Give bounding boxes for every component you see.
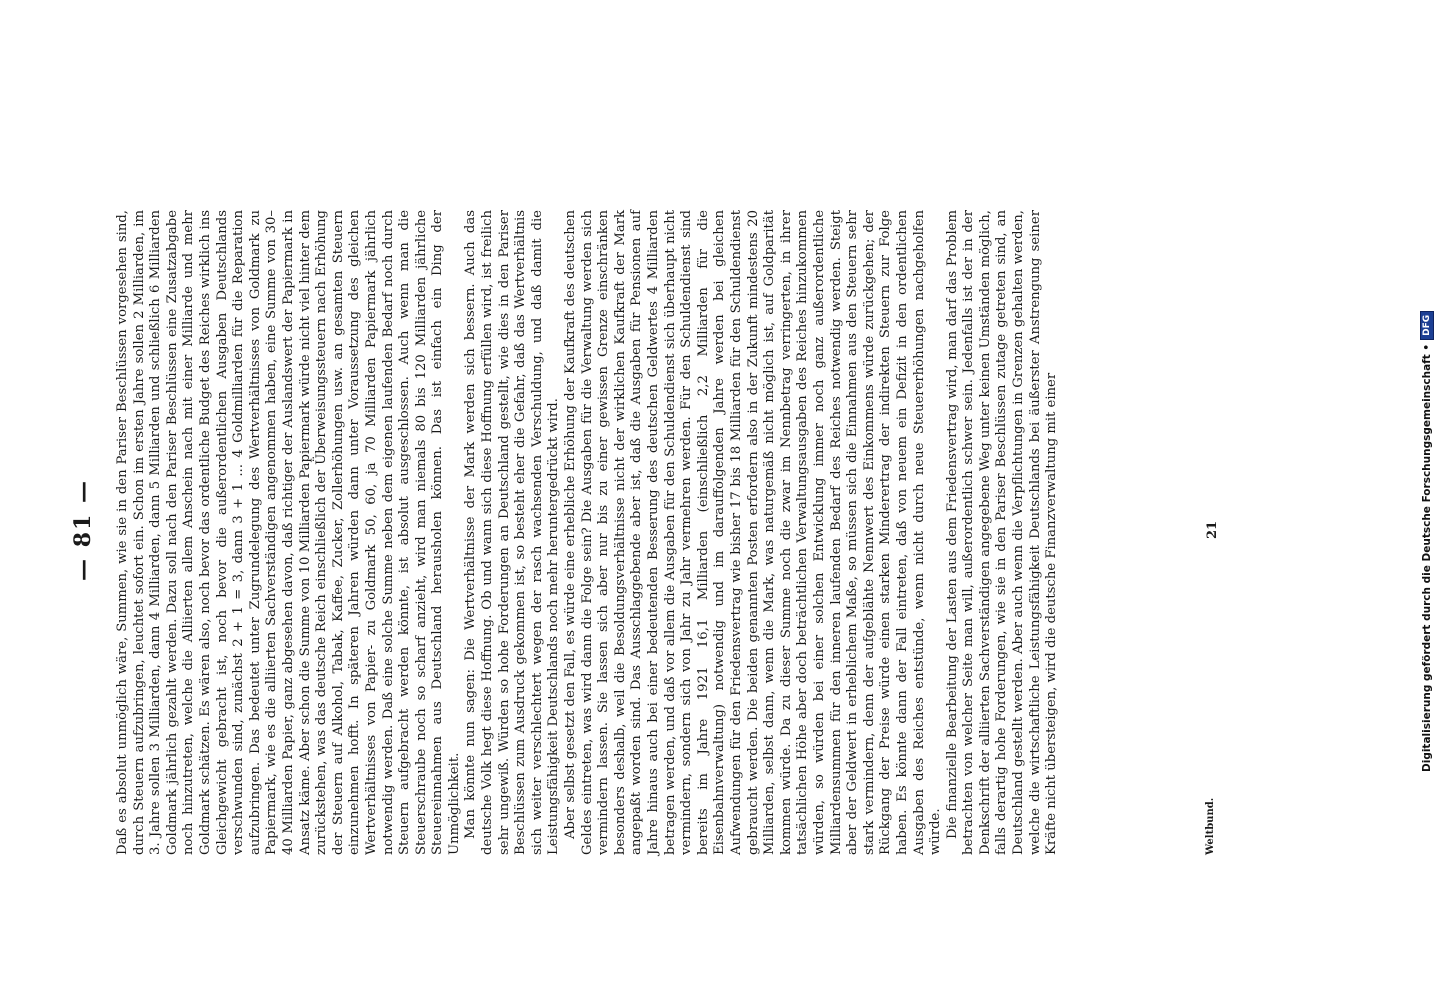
dfg-logo: DFG: [1420, 311, 1434, 340]
credit-text: Digitalisierung gefördert durch die Deutsche Forschungsgemeinschaft •: [1421, 343, 1433, 772]
paragraph-4: Die finanzielle Bearbeitung der Lasten aus dem Friedensvertrag wird, man darf das Problem betrachten von welcher Seite man will, außerordentlich schwer sein. Jedenfalls ist der in der Denkschrift der alliierten Sachverständigen angegebene Weg unter keinen Umständen möglich, falls derartig hohe Forderungen, wie sie in den Pariser Beschlüssen zutage getreten sind, an Deutschland gestellt werden. Aber auch wenn die Verpflichtungen in Grenzen gehalten werden, welche die wirtschaftliche Leistungsfähigkeit Deutschlands bei äußerster Anstrengung seiner Kräfte nicht übersteigen, wird die deutsche Finanzverwaltung mit einer: [944, 210, 1060, 855]
rotated-book-page: [20, 180, 1290, 880]
page-number: — 81 —: [70, 479, 96, 581]
signature-mark: Weltbund.: [1205, 797, 1216, 855]
digitization-credit: [1416, 12, 1434, 772]
paragraph-2: Man könnte nun sagen: Die Wertverhältnisse der Mark werden sich bessern. Auch das deutsche Volk hegt diese Hoffnung. Ob und wann sich diese Hoffnung erfüllen wird, ist freilich sehr ungewiß. Würden so hohe Forderungen an Deutschland gestellt, wie dies in den Pariser Beschlüssen zum Ausdruck gekommen ist, so besteht eher die Gefahr, daß das Wertverhältnis sich weiter verschlechtert wegen der rasch wachsenden Verschuldung, und daß damit die Leistungsfähigkeit Deutschlands noch mehr heruntergedrückt wird.: [463, 210, 562, 855]
body-text: [115, 210, 1061, 855]
paragraph-1: Daß es absolut unmöglich wäre, Summen, wie sie in den Pariser Beschlüssen vorgesehen sind, durch Steuern aufzubringen, leuchtet sofort ein. Schon im ersten Jahre sollen 2 Milliarden, im 3. Jahre sollen 3 Milliarden, dann 4 Milliarden, dann 5 Milliarden und schließlich 6 Milliarden Goldmark jährlich gezahlt werden. Dazu soll nach den Pariser Beschlüssen eine Zusatzabgabe noch hinzutreten, welche die Alliierten allem Anschein nach mit einer Milliarde und mehr Goldmark schätzen. Es wären also, noch bevor das ordentliche Budget des Reiches wirklich ins Gleichgewicht gebracht ist, noch bevor die außerordentlichen Ausgaben Deutschlands verschwunden sind, zunächst 2 + 1 = 3, dann 3 + 1 ... 4 Goldmilliarden für die Reparation aufzubringen. Das bedeutet unter Zugrundelegung des Wertverhältnisses von Goldmark zu Papiermark, wie es die alliierten Sachverständigen angenommen haben, eine Summe von 30–40 Milliarden Papier, ganz abgesehen davon, daß richtiger der Auslandswert der Papiermark in Ansatz käme. Aber schon die Summe von 10 Milliarden Papiermark würde nicht viel hinter dem zurückstehen, was das deutsche Reich einschließlich der Überweisungssteuern nach Erhöhung der Steuern auf Alkohol, Tabak, Kaffee, Zucker, Zollerhöhungen usw. an gesamten Steuern einzunehmen hofft. In späteren Jahren würden dann unter Voraussetzung des gleichen Wertverhältnisses von Papier- zu Goldmark 50, 60, ja 70 Milliarden Papiermark jährlich notwendig werden. Daß eine solche Summe neben dem eigenen laufenden Bedarf noch durch Steuern aufgebracht werden könnte, ist absolut ausgeschlossen. Auch wenn man die Steuerschraube noch so scharf anzieht, wird man niemals 80 bis 120 Milliarden jährliche Steuereinnahmen aus Deutschland herausholen können. Das ist einfach ein Ding der Unmöglichkeit.: [115, 210, 462, 855]
sheet-number: 21: [1205, 520, 1220, 540]
paragraph-3: Aber selbst gesetzt den Fall, es würde eine erhebliche Erhöhung der Kaufkraft des deutschen Geldes eintreten, was wird dann die Folge sein? Die Ausgaben für die Verwaltung werden sich vermindern lassen. Sie lassen sich aber nur bis zu einer gewissen Grenze einschränken besonders deshalb, weil die Besoldungsverhältnisse nicht der wirklichen Kaufkraft der Mark angepaßt worden sind. Das Ausschlaggebende aber ist, daß die Ausgaben für Pensionen auf Jahre hinaus auch bei einer bedeutenden Besserung des deutschen Geldwertes 4 Milliarden betragen werden, und daß vor allem die Ausgaben für den Schuldendienst sich überhaupt nicht vermindern, sondern sich von Jahr zu Jahr vermehren werden. Für den Schuldendienst sind bereits im Jahre 1921 16,1 Milliarden (einschließlich 2,2 Milliarden für die Eisenbahnverwaltung) notwendig und im darauffolgenden Jahre werden bei gleichen Aufwendungen für den Friedensvertrag wie bisher 17 bis 18 Milliarden für den Schuldendienst gebraucht werden. Die beiden genannten Posten erfordern also in der Zukunft mindestens 20 Milliarden, selbst dann, wenn die Mark, was naturgemäß nicht möglich ist, auf Goldparität kommen würde. Da zu dieser Summe noch die zwar im Nennbetrag verringerten, in ihrer tatsächlichen Höhe aber doch beträchtlichen Verwaltungsausgaben des Reiches hinzukommen würden, so würden bei einer solchen Entwicklung immer noch ganz außerordentliche Milliardensummen für den inneren laufenden Bedarf des Reiches notwendig werden. Steigt aber der Geldwert in erheblichem Maße, so müssen sich die Einnahmen aus den Steuern sehr stark vermindern, denn der aufgeblähte Nennwert des Einkommens würde zurückgehen; der Rückgang der Preise würde einen starken Minderertrag der indirekten Steuern zur Folge haben. Es könnte dann der Fall eintreten, daß von neuem ein Defizit in den ordentlichen Ausgaben des Reiches entstünde, wenn nicht durch neue Steuererhöhungen nachgeholfen würde.: [563, 210, 944, 855]
